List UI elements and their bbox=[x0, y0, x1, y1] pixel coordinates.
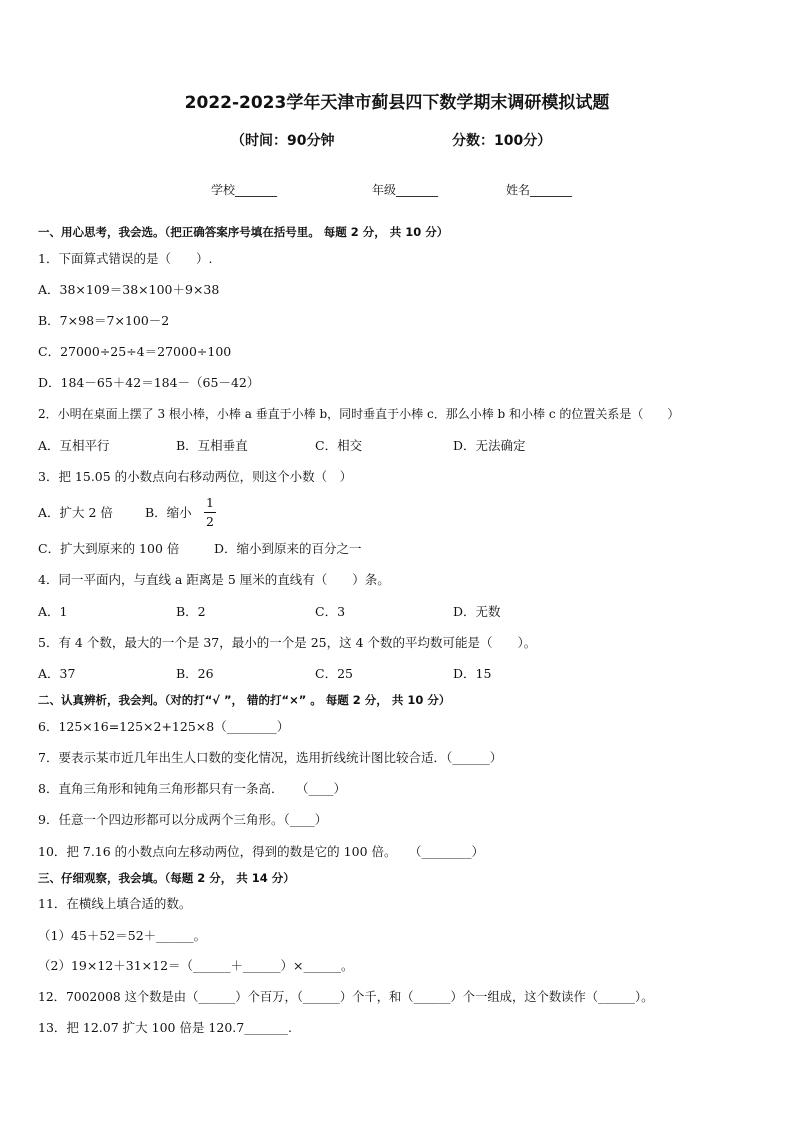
q5-option-a: A．37 bbox=[38, 666, 76, 681]
q3-stem: 3．把 15.05 的小数点向右移动两位，则这个小数（ ） bbox=[38, 469, 353, 484]
q9: 9．任意一个四边形都可以分成两个三角形。（____） bbox=[38, 812, 328, 827]
q1-option-b: B．7×98＝7×100－2 bbox=[38, 313, 170, 328]
exam-score: 分数：100分） bbox=[452, 133, 552, 149]
q1-option-c: C．27000÷25÷4＝27000÷100 bbox=[38, 344, 232, 359]
q2-option-b: B．互相垂直 bbox=[176, 438, 248, 453]
q7: 7．要表示某市近几年出生人口数的变化情况，选用折线统计图比较合适．（______） bbox=[38, 750, 503, 765]
q13: 13．把 12.07 扩大 100 倍是 120.7_______. bbox=[38, 1020, 292, 1035]
q5-option-d: D．15 bbox=[453, 666, 492, 681]
fraction-numerator: 1 bbox=[206, 495, 214, 510]
q10: 10．把 7.16 的小数点向左移动两位，得到的数是它的 100 倍。 （________） bbox=[38, 844, 484, 859]
q12: 12．7002008 这个数是由（______）个百万，（______）个千，和（______）个一组成，这个数读作（______）。 bbox=[38, 990, 654, 1004]
q5-stem: 5．有 4 个数，最大的一个是 37，最小的一个是 25，这 4 个数的平均数可能是（ ）。 bbox=[38, 635, 537, 650]
q11-part1: （1）45＋52＝52＋______。 bbox=[38, 928, 207, 943]
q1-stem: 1．下面算式错误的是（ ）. bbox=[38, 251, 213, 266]
q4-option-d: D．无数 bbox=[453, 604, 501, 619]
page-title: 2022-2023学年天津市蓟县四下数学期末调研模拟试题 bbox=[184, 93, 610, 113]
section3-heading: 三、仔细观察，我会填。（每题 2 分， 共 14 分） bbox=[38, 871, 295, 885]
q2-option-c: C．相交 bbox=[315, 438, 363, 453]
school-field: 学校_______ bbox=[211, 183, 278, 197]
q11: 11．在横线上填合适的数。 bbox=[38, 896, 192, 911]
q4-stem: 4．同一平面内，与直线 a 距离是 5 厘米的直线有（ ）条。 bbox=[38, 572, 390, 587]
q3-option-b-fraction bbox=[204, 495, 216, 530]
q1-option-a: A．38×109＝38×100＋9×38 bbox=[38, 282, 220, 297]
section1-heading: 一、用心思考，我会选。（把正确答案序号填在括号里。 每题 2 分， 共 10 分） bbox=[38, 225, 449, 239]
section2-heading: 二、认真辨析，我会判。（对的打“√ ”， 错的打“×” 。 每题 2 分， 共 10 分） bbox=[38, 693, 451, 707]
q4-option-b: B．2 bbox=[176, 604, 206, 619]
q6: 6．125×16=125×2+125×8（________） bbox=[38, 719, 290, 734]
q3-option-d: D．缩小到原来的百分之一 bbox=[214, 541, 362, 556]
q2-option-d: D．无法确定 bbox=[453, 438, 526, 453]
q4-option-c: C．3 bbox=[315, 604, 346, 619]
grade-field: 年级_______ bbox=[372, 183, 439, 197]
q5-option-c: C．25 bbox=[315, 666, 353, 681]
q4-option-a: A．1 bbox=[38, 604, 68, 619]
q8: 8．直角三角形和钝角三角形都只有一条高． （____） bbox=[38, 781, 346, 796]
q3-option-c: C．扩大到原来的 100 倍 bbox=[38, 541, 180, 556]
q11-part2: （2）19×12＋31×12＝（______＋______）×______。 bbox=[38, 958, 354, 973]
fraction-bar bbox=[204, 512, 216, 513]
q2-stem: 2．小明在桌面上摆了 3 根小棒，小棒 a 垂直于小棒 b，同时垂直于小棒 c．那么小棒 b 和小棒 c 的位置关系是（ ） bbox=[38, 407, 680, 421]
q3-option-b: B．缩小 bbox=[145, 505, 192, 520]
exam-time: （时间：90分钟 bbox=[231, 133, 335, 149]
q1-option-d: D．184－65＋42＝184－（65－42） bbox=[38, 375, 260, 390]
name-field: 姓名_______ bbox=[506, 183, 573, 197]
q3-option-a: A．扩大 2 倍 bbox=[38, 505, 113, 520]
q2-option-a: A．互相平行 bbox=[38, 438, 110, 453]
q5-option-b: B．26 bbox=[176, 666, 214, 681]
fraction-denominator: 2 bbox=[206, 514, 214, 529]
